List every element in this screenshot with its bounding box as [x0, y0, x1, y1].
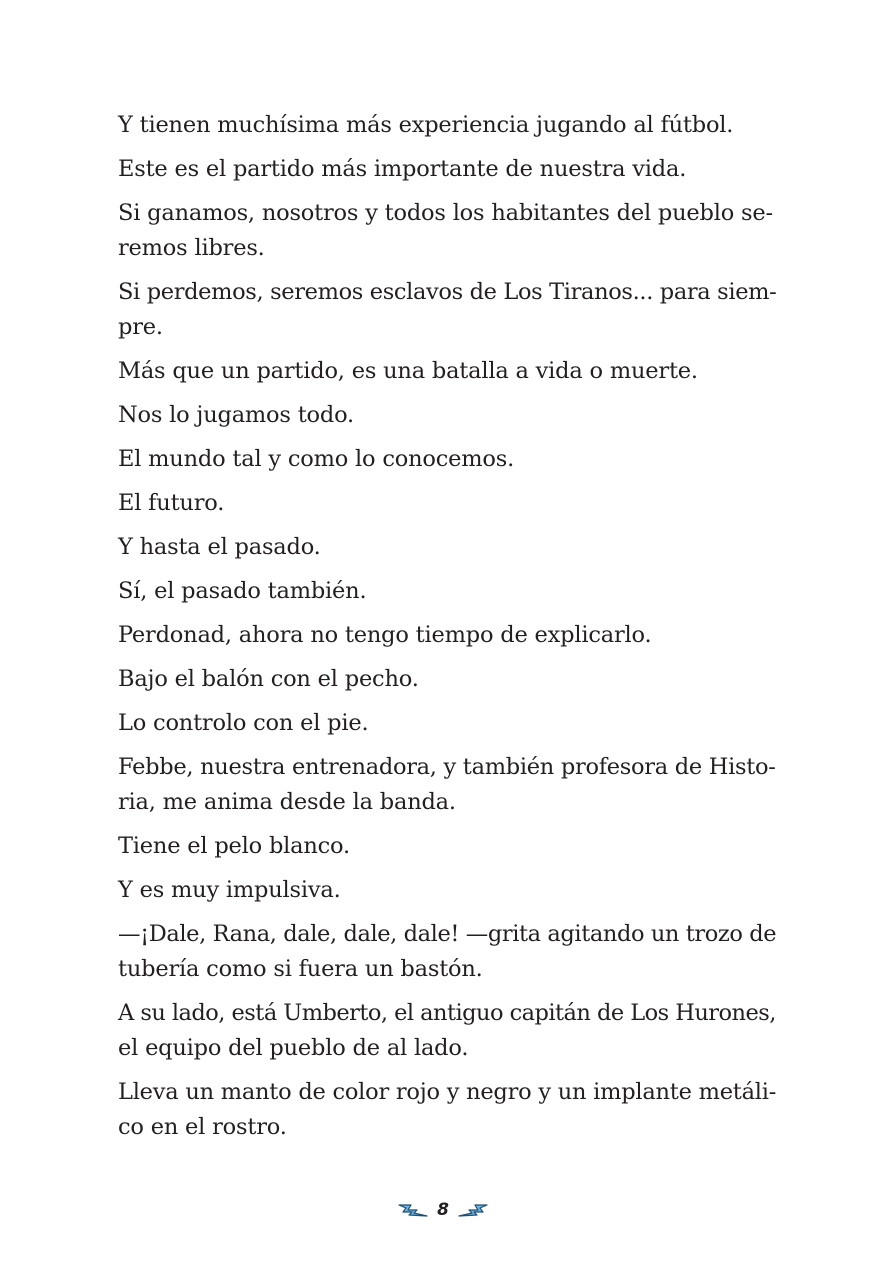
page-number: 8 [437, 1199, 449, 1220]
paragraph [118, 486, 776, 521]
text-line: co en el rostro. [118, 1114, 287, 1140]
paragraph [118, 873, 776, 908]
paragraph [118, 662, 776, 697]
page-footer [0, 1196, 886, 1224]
body-text [118, 108, 776, 1154]
text-line: remos libres. [118, 235, 265, 261]
text-line: Lleva un manto de color rojo y negro y un implante metáli- [118, 1079, 777, 1105]
paragraph [118, 829, 776, 864]
text-line: Perdonad, ahora no tengo tiempo de explicarlo. [118, 622, 652, 648]
text-line: Y es muy impulsiva. [118, 877, 341, 903]
text-line: tubería como si fuera un bastón. [118, 956, 483, 982]
text-line: Más que un partido, es una batalla a vida o muerte. [118, 358, 698, 384]
text-line: A su lado, está Umberto, el antiguo capitán de Los Hurones, [118, 1000, 776, 1026]
paragraph [118, 1075, 776, 1145]
paragraph [118, 398, 776, 433]
text-line: el equipo del pueblo de al lado. [118, 1035, 469, 1061]
paragraph [118, 750, 776, 820]
paragraph [118, 917, 776, 987]
paragraph [118, 996, 776, 1066]
paragraph [118, 275, 776, 345]
lightning-bolt-icon [397, 1201, 429, 1219]
paragraph [118, 618, 776, 653]
paragraph [118, 152, 776, 187]
paragraph [118, 354, 776, 389]
text-line: El mundo tal y como lo conocemos. [118, 446, 515, 472]
text-line: Tiene el pelo blanco. [118, 833, 350, 859]
text-line: Si ganamos, nosotros y todos los habitantes del pueblo se- [118, 200, 773, 226]
paragraph [118, 530, 776, 565]
paragraph [118, 196, 776, 266]
text-line: Y hasta el pasado. [118, 534, 321, 560]
lightning-bolt-icon [457, 1201, 489, 1219]
paragraph [118, 706, 776, 741]
text-line: pre. [118, 314, 163, 340]
text-line: Febbe, nuestra entrenadora, y también profesora de Histo- [118, 754, 776, 780]
text-line: ria, me anima desde la banda. [118, 789, 456, 815]
text-line: Sí, el pasado también. [118, 578, 367, 604]
paragraph [118, 442, 776, 477]
text-line: Bajo el balón con el pecho. [118, 666, 419, 692]
text-line: Nos lo jugamos todo. [118, 402, 354, 428]
text-line: Este es el partido más importante de nuestra vida. [118, 156, 687, 182]
text-line: —¡Dale, Rana, dale, dale, dale! —grita agitando un trozo de [118, 921, 777, 947]
text-line: El futuro. [118, 490, 225, 516]
paragraph [118, 574, 776, 609]
paragraph [118, 108, 776, 143]
text-line: Y tienen muchísima más experiencia jugando al fútbol. [118, 112, 734, 138]
text-line: Lo controlo con el pie. [118, 710, 369, 736]
text-line: Si perdemos, seremos esclavos de Los Tiranos... para siem- [118, 279, 777, 305]
